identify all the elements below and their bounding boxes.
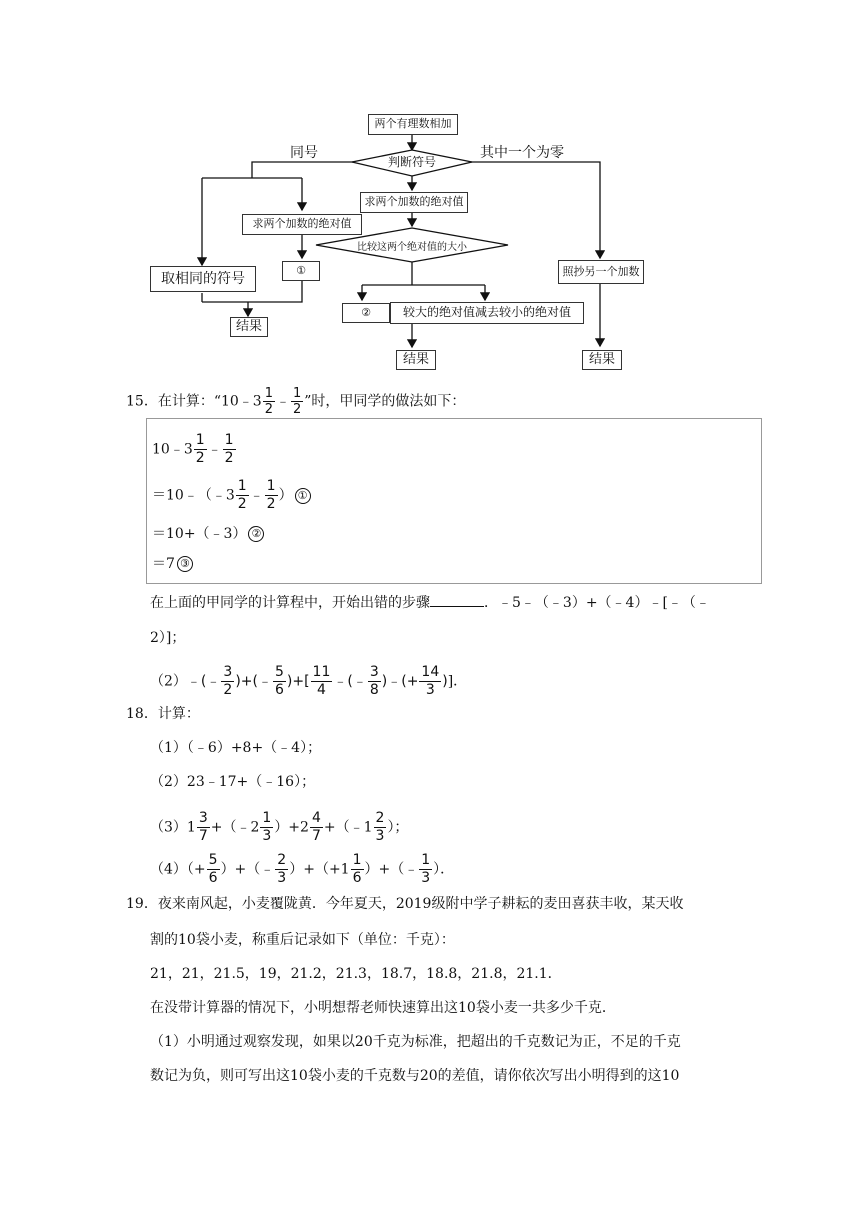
step-mark: ③ bbox=[177, 556, 193, 572]
flow-left-branch-label: 同号 bbox=[290, 145, 318, 161]
q19-line1: 19．夜来南风起，小麦覆陇黄．今年夏天，2019级附中学子耕耘的麦田喜获丰收，某天收 bbox=[126, 896, 684, 912]
q15-step3-text: ＝7 bbox=[152, 556, 175, 572]
fraction: $\frac{14}{3}$ bbox=[421, 664, 440, 698]
q15-part2-end: ]． bbox=[447, 673, 468, 690]
fraction: $\frac{1}{3}$ bbox=[262, 810, 272, 844]
q19-line4: 在没带计算器的情况下，小明想帮老师快速算出这10袋小麦一共多少千克． bbox=[150, 1000, 616, 1016]
q19-line5: （1）小明通过观察发现，如果以20千克为标准，把超出的千克数记为正，不足的千克 bbox=[150, 1034, 681, 1050]
q15-intro-text-b: ﹣ bbox=[275, 393, 290, 410]
answer-blank[interactable] bbox=[430, 592, 484, 607]
fraction: $\frac{11}{4}$ bbox=[312, 664, 331, 698]
q15-step0-text-a: 10﹣3 bbox=[152, 441, 193, 458]
q19-line6: 数记为负，则可写出这10袋小麦的千克数与20的差值，请你依次写出小明得到的这10 bbox=[150, 1068, 680, 1084]
fraction: $\frac{5}{6}$ bbox=[208, 852, 218, 886]
fraction: $\frac{1}{2}$ bbox=[264, 386, 273, 417]
q15-question bbox=[150, 592, 710, 613]
q15-step3 bbox=[152, 554, 193, 574]
q15-intro bbox=[126, 386, 465, 417]
q18-part4 bbox=[150, 852, 454, 887]
flow-copy-other-box: 照抄另一个加数 bbox=[558, 260, 644, 284]
q15-question-text-c: 2）]； bbox=[150, 630, 186, 646]
flow-subtract-box: 较大的绝对值减去较小的绝对值 bbox=[390, 302, 584, 324]
q15-step1 bbox=[152, 478, 311, 513]
fraction: $\frac{4}{7}$ bbox=[311, 810, 321, 844]
q18-part3-text-d: +（﹣1 bbox=[323, 819, 373, 836]
flow-compare-label: 比较这两个绝对值的大小 bbox=[357, 242, 467, 253]
q15-question-text-b: ．﹣5﹣（﹣3）+（﹣4）﹣[﹣（﹣ bbox=[484, 595, 710, 611]
q15-step0 bbox=[152, 432, 237, 467]
q15-step2 bbox=[152, 524, 264, 544]
q18-part3-label: （3）1 bbox=[150, 819, 196, 836]
q15-step1-text-a: ＝10﹣（﹣3 bbox=[152, 487, 235, 504]
q15-question-cont bbox=[150, 628, 185, 648]
q15-question-text-a: 在上面的甲同学的计算程中，开始出错的步骤 bbox=[150, 595, 430, 611]
flow-result-mid-box: 结果 bbox=[396, 350, 436, 370]
flow-judge-label: 判断符号 bbox=[387, 155, 436, 169]
q18-part2: （2）23﹣17+（﹣16）； bbox=[150, 774, 316, 790]
q18-part3 bbox=[150, 810, 408, 845]
q15-intro-text-c: ”时，甲同学的做法如下： bbox=[304, 393, 466, 410]
q15-part2-label: （2） bbox=[150, 673, 187, 690]
q15-step2-text: ＝10+（﹣3） bbox=[152, 526, 247, 542]
q18-part3-text-b: +（﹣2 bbox=[210, 819, 260, 836]
fraction: $\frac{1}{2}$ bbox=[237, 478, 247, 512]
q18-part4-text-d: ）+（﹣ bbox=[364, 861, 419, 878]
flow-abs-mid-box: 求两个加数的绝对值 bbox=[360, 192, 468, 213]
q18-part4-text-c: ）+（+1 bbox=[289, 861, 350, 878]
flow-abs-left-box: 求两个加数的绝对值 bbox=[242, 214, 362, 235]
fraction: $\frac{1}{2}$ bbox=[195, 432, 205, 466]
q19-line2: 割的10袋小麦，称重后记录如下（单位：千克）： bbox=[150, 932, 455, 948]
fraction: $\frac{3}{2}$ bbox=[223, 664, 233, 698]
fraction: $\frac{1}{2}$ bbox=[292, 386, 302, 417]
q18-part1: （1）（﹣6）+8+（﹣4）； bbox=[150, 740, 322, 756]
flowchart bbox=[140, 100, 650, 372]
q18-part4-text-a: （4）（+ bbox=[150, 861, 206, 878]
q15-step1-text-c: ） bbox=[278, 487, 293, 504]
q18-part3-text-e: ）； bbox=[387, 819, 409, 836]
q15-intro-text-a: 15．在计算：“10﹣3 bbox=[126, 393, 262, 410]
q18-part3-text-c: ）+2 bbox=[274, 819, 309, 836]
fraction: $\frac{2}{3}$ bbox=[277, 852, 287, 886]
flow-result-right-box: 结果 bbox=[582, 350, 622, 370]
fraction: $\frac{2}{3}$ bbox=[375, 810, 385, 844]
q15-step1-text-b: ﹣ bbox=[249, 487, 264, 504]
q15-part2: （2）﹣(﹣ $\frac{3}{2}$ )+(﹣ $\frac{5}{6}$ )+[ $\frac{11}{4}$ ﹣(﹣ $\frac{3}{8}$ )﹣(+ $\frac{14}{3}$ )]． bbox=[150, 664, 468, 698]
q18-part4-text-e: ）． bbox=[433, 861, 455, 878]
fraction: $\frac{3}{7}$ bbox=[198, 810, 208, 844]
flow-blank2-box: ② bbox=[342, 303, 390, 323]
flowchart-connectors bbox=[140, 100, 650, 372]
fraction: $\frac{1}{2}$ bbox=[266, 478, 276, 512]
flow-result-left-box: 结果 bbox=[230, 317, 268, 337]
q18-part4-text-b: ）+（﹣ bbox=[220, 861, 275, 878]
step-mark: ② bbox=[248, 526, 264, 542]
flow-start-box: 两个有理数相加 bbox=[368, 114, 458, 135]
fraction: $\frac{5}{6}$ bbox=[274, 664, 284, 698]
q19-line3: 21，21，21.5，19，21.2，21.3，18.7，18.8，21.8，21.1． bbox=[150, 966, 562, 982]
flow-same-sign-box: 取相同的符号 bbox=[150, 266, 256, 292]
q18-title: 18．计算： bbox=[126, 706, 200, 722]
flow-blank1-box: ① bbox=[282, 261, 320, 281]
step-mark: ① bbox=[295, 488, 311, 504]
flow-right-branch-label: 其中一个为零 bbox=[480, 145, 564, 161]
fraction: $\frac{3}{8}$ bbox=[369, 664, 379, 698]
q15-step0-text-b: ﹣ bbox=[207, 441, 222, 458]
fraction: $\frac{1}{2}$ bbox=[224, 432, 234, 466]
fraction: $\frac{1}{3}$ bbox=[421, 852, 431, 886]
fraction: $\frac{1}{6}$ bbox=[352, 852, 362, 886]
